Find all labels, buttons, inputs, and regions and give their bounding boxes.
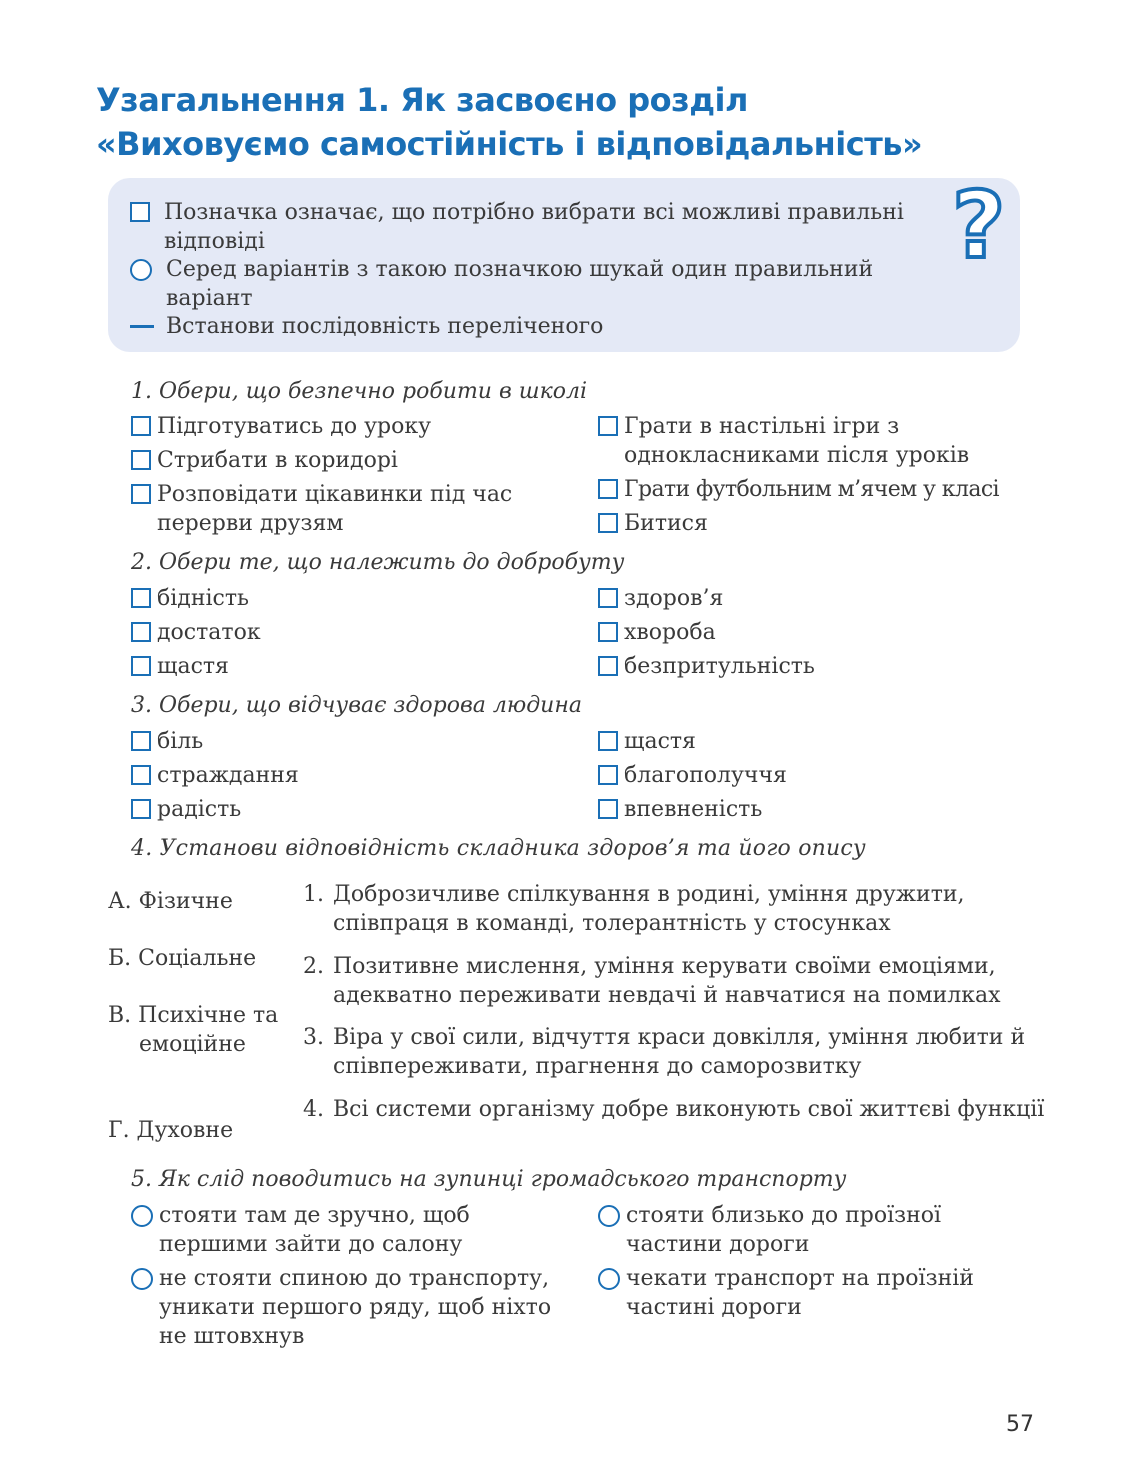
q1-option-label: Битися: [624, 511, 708, 536]
q2-option-label: хвороба: [624, 620, 716, 645]
match-item-number: 2.: [303, 954, 324, 979]
q1-option-label: Розповідати цікавинки під час перерви друзям: [157, 482, 513, 536]
dash-legend-icon: [130, 325, 154, 328]
checkbox[interactable]: [131, 731, 151, 751]
q2-option-label: щастя: [157, 654, 229, 679]
radio-button[interactable]: [131, 1205, 153, 1227]
legend-row-dash: [130, 312, 926, 341]
checkbox-legend-icon: [130, 202, 150, 222]
checkbox[interactable]: [598, 622, 618, 642]
match-item-text: Віра у свої сили, відчуття краси довкілля, уміння любити й співпереживати, прагнення до саморозвитку: [333, 1025, 1026, 1079]
question-4-title: 4. Установи відповідність складника здоров’я та його опису: [131, 836, 866, 861]
q5-option-label: стояти близько до проїзної частини дороги: [626, 1203, 942, 1257]
q1-option-label: Грати в настільні ігри з однокласниками після уроків: [624, 414, 970, 468]
q2-option-label: здоров’я: [624, 586, 724, 611]
q1-option[interactable]: [598, 509, 1024, 538]
legend-circle-text: Серед варіантів з такою позначкою шукай один правильний варіант: [166, 257, 874, 311]
match-item-text: Позитивне мислення, уміння керувати своїми емоціями, адекватно переживати невдачі й навчатися на помилках: [333, 954, 1001, 1008]
q2-option[interactable]: [598, 584, 723, 613]
radio-button[interactable]: [598, 1268, 620, 1290]
q5-option[interactable]: [598, 1201, 986, 1259]
q3-option[interactable]: [598, 761, 787, 790]
q3-option-label: радість: [157, 797, 242, 822]
checkbox[interactable]: [598, 656, 618, 676]
q5-option[interactable]: [598, 1264, 1016, 1322]
q1-option[interactable]: [598, 475, 1044, 504]
q1-option-label: Грати футбольним м’ячем у класі: [624, 477, 999, 502]
title-line-1: Узагальнення 1. Як засвоєно розділ: [96, 81, 748, 119]
checkbox[interactable]: [131, 416, 151, 436]
radio-button[interactable]: [131, 1268, 153, 1290]
match-label-c-text: В. Психічне та емоційне: [108, 1003, 279, 1057]
q5-option[interactable]: [131, 1264, 559, 1351]
question-mark-icon: ?: [952, 172, 1006, 279]
q2-option[interactable]: [131, 618, 261, 647]
q2-option[interactable]: [131, 584, 249, 613]
match-item-1: [303, 880, 1053, 938]
q3-option[interactable]: [131, 761, 299, 790]
q5-option[interactable]: [131, 1201, 539, 1259]
checkbox[interactable]: [598, 416, 618, 436]
question-5-title: 5. Як слід поводитись на зупинці громадського транспорту: [131, 1167, 847, 1192]
match-item-4: [303, 1095, 1053, 1124]
q2-option-label: достаток: [157, 620, 261, 645]
question-3-title: 3. Обери, що відчуває здорова людина: [131, 693, 582, 718]
q1-option[interactable]: [131, 412, 597, 441]
q5-option-label: не стояти спиною до транспорту, уникати першого ряду, щоб ніхто не штовхнув: [159, 1266, 552, 1349]
q2-option-label: бідність: [157, 586, 249, 611]
legend-dash-text: Встанови послідовність переліченого: [166, 314, 604, 339]
checkbox[interactable]: [598, 513, 618, 533]
q5-option-label: чекати транспорт на проїзній частині дороги: [626, 1266, 974, 1320]
q1-option-label: Підготуватись до уроку: [157, 414, 432, 439]
legend-box: [108, 172, 1020, 352]
q1-option[interactable]: [131, 480, 577, 538]
match-item-text: Доброзичливе спілкування в родині, уміння дружити, співпраця в команді, толерантність у стосунках: [333, 882, 965, 936]
page-title: [96, 78, 922, 166]
q5-option-label: стояти там де зручно, щоб першими зайти до салону: [159, 1203, 470, 1257]
q3-option[interactable]: [598, 795, 762, 824]
q3-option[interactable]: [131, 795, 241, 824]
match-label-c: [108, 1001, 279, 1059]
match-label-b: Б. Соціальне: [108, 946, 257, 971]
checkbox[interactable]: [131, 588, 151, 608]
q2-option[interactable]: [598, 618, 716, 647]
match-label-a: А. Фізичне: [108, 889, 233, 914]
checkbox[interactable]: [131, 765, 151, 785]
checkbox[interactable]: [598, 479, 618, 499]
checkbox[interactable]: [131, 484, 151, 504]
q2-option[interactable]: [131, 652, 229, 681]
q1-option[interactable]: [131, 446, 597, 475]
q3-option[interactable]: [598, 727, 696, 756]
checkbox[interactable]: [131, 799, 151, 819]
q2-option-label: безпритульність: [624, 654, 815, 679]
match-item-number: 1.: [303, 882, 324, 907]
legend-row-circle: [130, 255, 926, 313]
q3-option-label: біль: [157, 729, 204, 754]
match-item-3: [303, 1023, 1053, 1081]
legend-square-text: Позначка означає, що потрібно вибрати всі можливі правильні відповіді: [164, 200, 904, 254]
q3-option[interactable]: [131, 727, 203, 756]
checkbox[interactable]: [598, 799, 618, 819]
title-line-2: «Виховуємо самостійність і відповідальність»: [96, 125, 923, 163]
radio-legend-icon: [130, 259, 152, 281]
checkbox[interactable]: [131, 622, 151, 642]
q1-option[interactable]: [598, 412, 1024, 470]
radio-button[interactable]: [598, 1205, 620, 1227]
q3-option-label: страждання: [157, 763, 299, 788]
checkbox[interactable]: [598, 765, 618, 785]
q3-option-label: впевненість: [624, 797, 763, 822]
match-item-number: 3.: [303, 1025, 324, 1050]
checkbox[interactable]: [598, 731, 618, 751]
checkbox[interactable]: [598, 588, 618, 608]
q3-option-label: благополуччя: [624, 763, 787, 788]
checkbox[interactable]: [131, 656, 151, 676]
checkbox[interactable]: [131, 450, 151, 470]
match-item-text: Всі системи організму добре виконують свої життєві функції: [333, 1097, 1045, 1122]
match-item-number: 4.: [303, 1097, 324, 1122]
q3-option-label: щастя: [624, 729, 696, 754]
legend-row-square: [130, 198, 924, 256]
question-2-title: 2. Обери те, що належить до добробуту: [131, 550, 625, 575]
q2-option[interactable]: [598, 652, 815, 681]
question-1-title: 1. Обери, що безпечно робити в школі: [131, 379, 588, 404]
q1-option-label: Стрибати в коридорі: [157, 448, 398, 473]
page-number: 57: [1006, 1412, 1034, 1437]
match-item-2: [303, 952, 1053, 1010]
match-label-d: Г. Духовне: [108, 1118, 234, 1143]
